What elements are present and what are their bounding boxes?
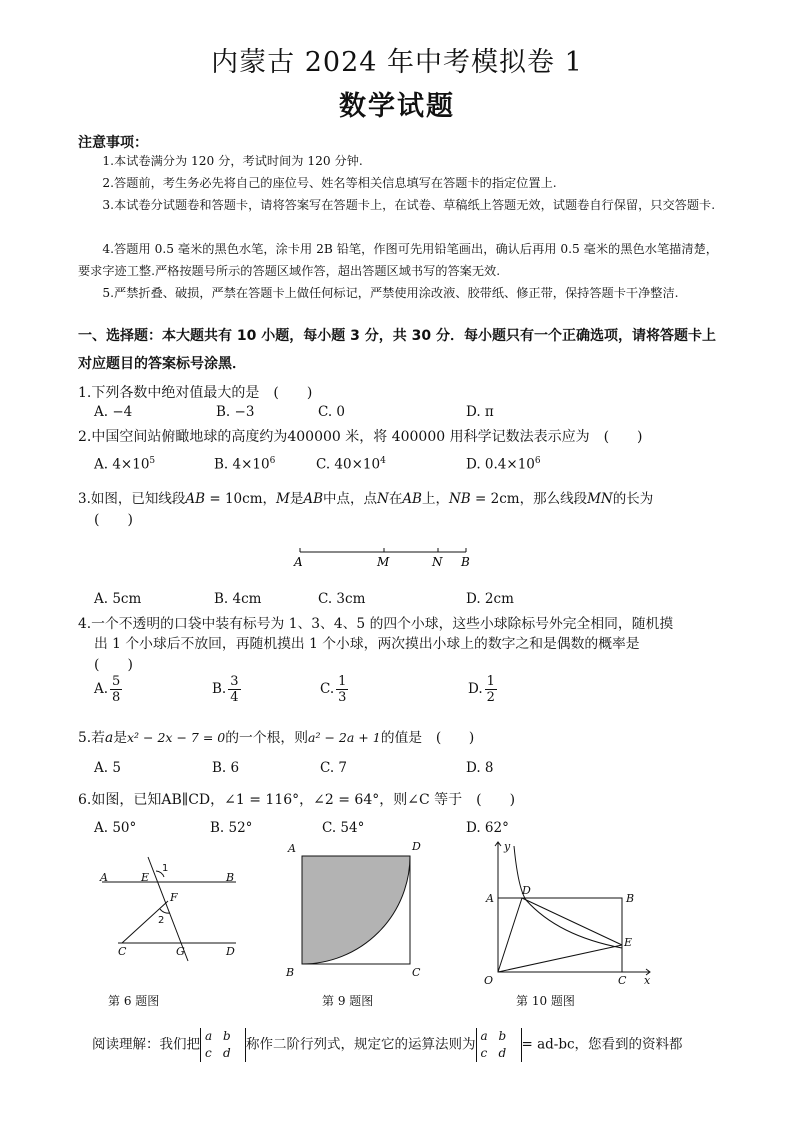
q3-option-c: C. 3cm (318, 591, 366, 607)
notice-item-4: 4.答题用 0.5 毫米的黑色水笔，涂卡用 2B 铅笔，作图可先用铅笔画出，确认后再用 0.5 毫米的黑色水笔描清楚，要求字迹工整.严格按题号所示的答题区域作答，超出答题区域书写的答案无效. (78, 242, 718, 278)
q3-segment-figure (290, 540, 480, 570)
svg-text:1: 1 (162, 863, 169, 874)
hyperbola (514, 846, 622, 948)
segment-oe (498, 945, 622, 972)
q3-option-d: D. 2cm (466, 591, 514, 607)
determinant-2: a b c d (476, 1028, 522, 1062)
svg-text:A: A (486, 892, 494, 905)
determinant-1: a b c d (200, 1028, 246, 1062)
label-m: M (377, 555, 390, 569)
notice-item-2: 2.答题前，考生务必先将自己的座位号、姓名等相关信息填写在答题卡的指定位置上. (102, 176, 557, 190)
q1-option-b: B. −3 (216, 404, 255, 420)
q2-option-d: D. $0.4\times 10^6$ (466, 456, 541, 473)
q2-stem: 2.中国空间站俯瞰地球的高度约为400000 米，将 400000 用科学记数法表示应为 ( ) (78, 429, 643, 445)
svg-text:x: x (644, 974, 651, 987)
q4-option-a: A. $\frac{5}{8}$ (94, 674, 121, 705)
svg-text:B: B (286, 966, 295, 979)
q3-option-a: A. 5cm (94, 591, 142, 607)
svg-text:E: E (624, 936, 633, 949)
q6-option-a: A. 50° (94, 820, 137, 836)
rectangle-oabc (498, 898, 622, 972)
q1-option-a: A. −4 (94, 404, 133, 420)
q5-option-b: B. 6 (212, 760, 240, 776)
q1-stem: 1.下列各数中绝对值最大的是 ( ) (78, 385, 313, 401)
q6-stem: 6.如图，已知AB∥CD，∠1 = 116°，∠2 = 64°，则∠C 等于 ( ) (78, 792, 516, 808)
notice-item-1: 1.本试卷满分为 120 分，考试时间为 120 分钟. (102, 154, 363, 168)
figure-6 (96, 855, 246, 965)
notice-item-5: 5.严禁折叠、破损，严禁在答题卡上做任何标记，严禁使用涂改液、胶带纸、修正带，保持答题卡干净整洁. (102, 286, 679, 300)
figure-9-caption: 第 9 题图 (322, 994, 374, 1008)
q2-option-c: C. $40\times 10^4$ (316, 456, 386, 473)
q4-option-d: D. $\frac{1}{2}$ (468, 674, 495, 705)
shaded-region (302, 856, 410, 964)
figure-10 (478, 836, 658, 986)
svg-text:D: D (226, 945, 235, 958)
svg-text:y: y (504, 840, 511, 853)
label-b: B (461, 555, 470, 569)
label-a: A (294, 555, 303, 569)
q5-option-a: A. 5 (94, 760, 121, 776)
svg-text:A: A (100, 871, 108, 884)
notice-item-3: 3.本试卷分试题卷和答题卡，请将答案写在答题卡上，在试卷、草稿纸上答题无效，试题卷自行保留，只交答题卡. (102, 198, 716, 212)
figure-6-caption: 第 6 题图 (108, 994, 160, 1008)
q4-stem-line2: 出 1 个小球后不放回，再随机摸出 1 个小球，两次摸出小球上的数字之和是偶数的概率是 (94, 636, 640, 652)
q5-stem: 5.若a是x² − 2x − 7 = 0的一个根，则a² − 2a + 1的值是 ( ) (78, 730, 475, 746)
reading-comprehension: 阅读理解：我们把a b c d称作二阶行列式，规定它的运算法则为a b c d= ad-bc，您看到的资料都 (92, 1029, 683, 1060)
q4-answer-paren: ( ) (94, 657, 133, 673)
notice-heading: 注意事项： (78, 135, 148, 151)
svg-text:D: D (522, 884, 531, 897)
svg-text:C: C (412, 966, 421, 979)
q3-stem: 3.如图，已知线段AB = 10cm，M是AB中点，点N在AB上，NB = 2cm，那么线段MN的长为 (78, 491, 654, 507)
q6-option-d: D. 62° (466, 820, 509, 836)
q4-stem-line1: 4.一个不透明的口袋中装有标号为 1、3、4、5 的四个小球，这些小球除标号外完全相同，随机摸 (78, 616, 674, 632)
svg-text:F: F (170, 891, 178, 904)
svg-text:2: 2 (158, 915, 165, 926)
q5-option-d: D. 8 (466, 760, 494, 776)
svg-text:D: D (412, 840, 421, 853)
svg-text:C: C (618, 974, 627, 987)
exam-subtitle: 数学试题 (339, 91, 455, 122)
q2-option-a: A. $4\times 10^5$ (94, 456, 156, 473)
q1-option-c: C. 0 (318, 404, 346, 420)
svg-text:E: E (141, 871, 150, 884)
figure-10-caption: 第 10 题图 (516, 994, 575, 1008)
q2-option-b: B. $4\times 10^6$ (214, 456, 276, 473)
q3-answer-paren: ( ) (94, 512, 133, 528)
svg-text:A: A (288, 842, 296, 855)
q3-option-b: B. 4cm (214, 591, 262, 607)
svg-text:C: C (118, 945, 127, 958)
svg-text:O: O (484, 974, 494, 987)
q5-option-c: C. 7 (320, 760, 348, 776)
section-1-heading: 一、选择题：本大题共有 10 小题，每小题 3 分，共 30 分．每小题只有一个正确选项，请将答题卡上对应题目的答案标号涂黑． (78, 328, 716, 372)
exam-title: 内蒙古 2024 年中考模拟卷 1 (211, 47, 583, 78)
segment-od (498, 898, 522, 972)
svg-text:G: G (176, 945, 185, 958)
q4-option-b: B. $\frac{3}{4}$ (212, 674, 239, 705)
q6-option-b: B. 52° (210, 820, 253, 836)
svg-text:B: B (626, 892, 635, 905)
q6-option-c: C. 54° (322, 820, 365, 836)
label-n: N (432, 555, 443, 569)
svg-text:B: B (226, 871, 235, 884)
figure-9 (284, 838, 424, 988)
q1-option-d: D. π (466, 404, 494, 420)
q4-option-c: C. $\frac{1}{3}$ (320, 674, 347, 705)
